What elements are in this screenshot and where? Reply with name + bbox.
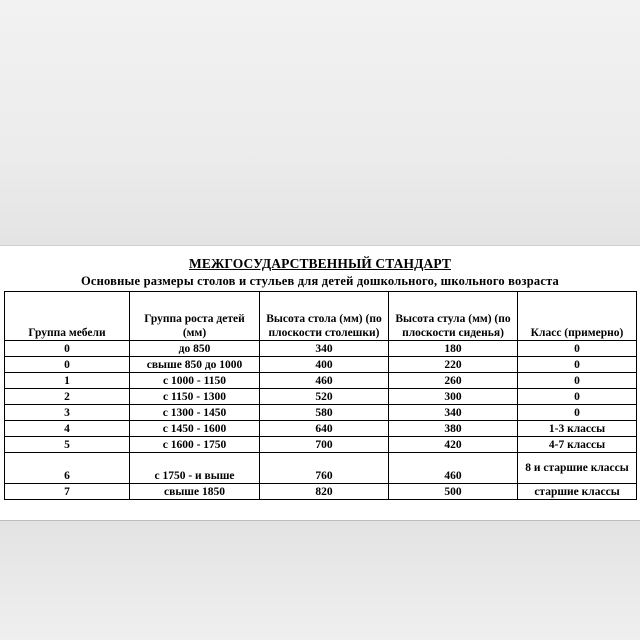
cell-school-grade: 4-7 классы — [518, 437, 637, 453]
cell-chair-height: 340 — [389, 405, 518, 421]
header-table-height: Высота стола (мм) (по плоскости столешки) — [260, 292, 389, 341]
table-row — [5, 341, 637, 357]
cell-school-grade: 0 — [518, 373, 637, 389]
cell-school-grade: старшие классы — [518, 484, 637, 500]
cell-school-grade: 0 — [518, 341, 637, 357]
cell-furniture-group: 2 — [5, 389, 130, 405]
cell-table-height: 700 — [260, 437, 389, 453]
cell-furniture-group: 1 — [5, 373, 130, 389]
cell-furniture-group: 4 — [5, 421, 130, 437]
cell-chair-height: 180 — [389, 341, 518, 357]
cell-chair-height: 220 — [389, 357, 518, 373]
cell-furniture-group: 5 — [5, 437, 130, 453]
table-row — [5, 484, 637, 500]
table-row — [5, 357, 637, 373]
header-height-group: Группа роста детей (мм) — [130, 292, 260, 341]
cell-table-height: 400 — [260, 357, 389, 373]
cell-height-group: с 1300 - 1450 — [130, 405, 260, 421]
cell-height-group: с 1750 - и выше — [130, 453, 260, 484]
table-row — [5, 389, 637, 405]
furniture-size-table — [4, 291, 637, 500]
header-furniture-group: Группа мебели — [5, 292, 130, 341]
photo-background-bottom — [0, 520, 640, 640]
cell-chair-height: 380 — [389, 421, 518, 437]
cell-height-group: с 1600 - 1750 — [130, 437, 260, 453]
cell-furniture-group: 0 — [5, 357, 130, 373]
cell-furniture-group: 3 — [5, 405, 130, 421]
cell-school-grade: 0 — [518, 405, 637, 421]
cell-height-group: до 850 — [130, 341, 260, 357]
cell-height-group: с 1000 - 1150 — [130, 373, 260, 389]
cell-chair-height: 500 — [389, 484, 518, 500]
cell-school-grade: 0 — [518, 357, 637, 373]
table-row — [5, 453, 637, 484]
cell-height-group: свыше 850 до 1000 — [130, 357, 260, 373]
table-header-row — [5, 292, 637, 341]
cell-school-grade: 8 и старшие классы — [518, 453, 637, 484]
cell-table-height: 460 — [260, 373, 389, 389]
table-row — [5, 405, 637, 421]
cell-height-group: с 1150 - 1300 — [130, 389, 260, 405]
cell-chair-height: 300 — [389, 389, 518, 405]
table-row — [5, 437, 637, 453]
header-school-grade: Класс (примерно) — [518, 292, 637, 341]
cell-height-group: с 1450 - 1600 — [130, 421, 260, 437]
cell-table-height: 820 — [260, 484, 389, 500]
table-row — [5, 421, 637, 437]
cell-height-group: свыше 1850 — [130, 484, 260, 500]
standard-title: МЕЖГОСУДАРСТВЕННЫЙ СТАНДАРТ — [189, 256, 451, 271]
cell-furniture-group: 7 — [5, 484, 130, 500]
cell-table-height: 580 — [260, 405, 389, 421]
table-subtitle: Основные размеры столов и стульев для детей дошкольного, школьного возраста — [80, 274, 560, 288]
cell-chair-height: 260 — [389, 373, 518, 389]
cell-table-height: 520 — [260, 389, 389, 405]
cell-furniture-group: 0 — [5, 341, 130, 357]
header-chair-height: Высота стула (мм) (по плоскости сиденья) — [389, 292, 518, 341]
cell-table-height: 340 — [260, 341, 389, 357]
cell-table-height: 640 — [260, 421, 389, 437]
cell-chair-height: 420 — [389, 437, 518, 453]
cell-furniture-group: 6 — [5, 453, 130, 484]
cell-school-grade: 0 — [518, 389, 637, 405]
cell-school-grade: 1-3 классы — [518, 421, 637, 437]
photo-background-top — [0, 0, 640, 245]
cell-table-height: 760 — [260, 453, 389, 484]
cell-chair-height: 460 — [389, 453, 518, 484]
table-row — [5, 373, 637, 389]
